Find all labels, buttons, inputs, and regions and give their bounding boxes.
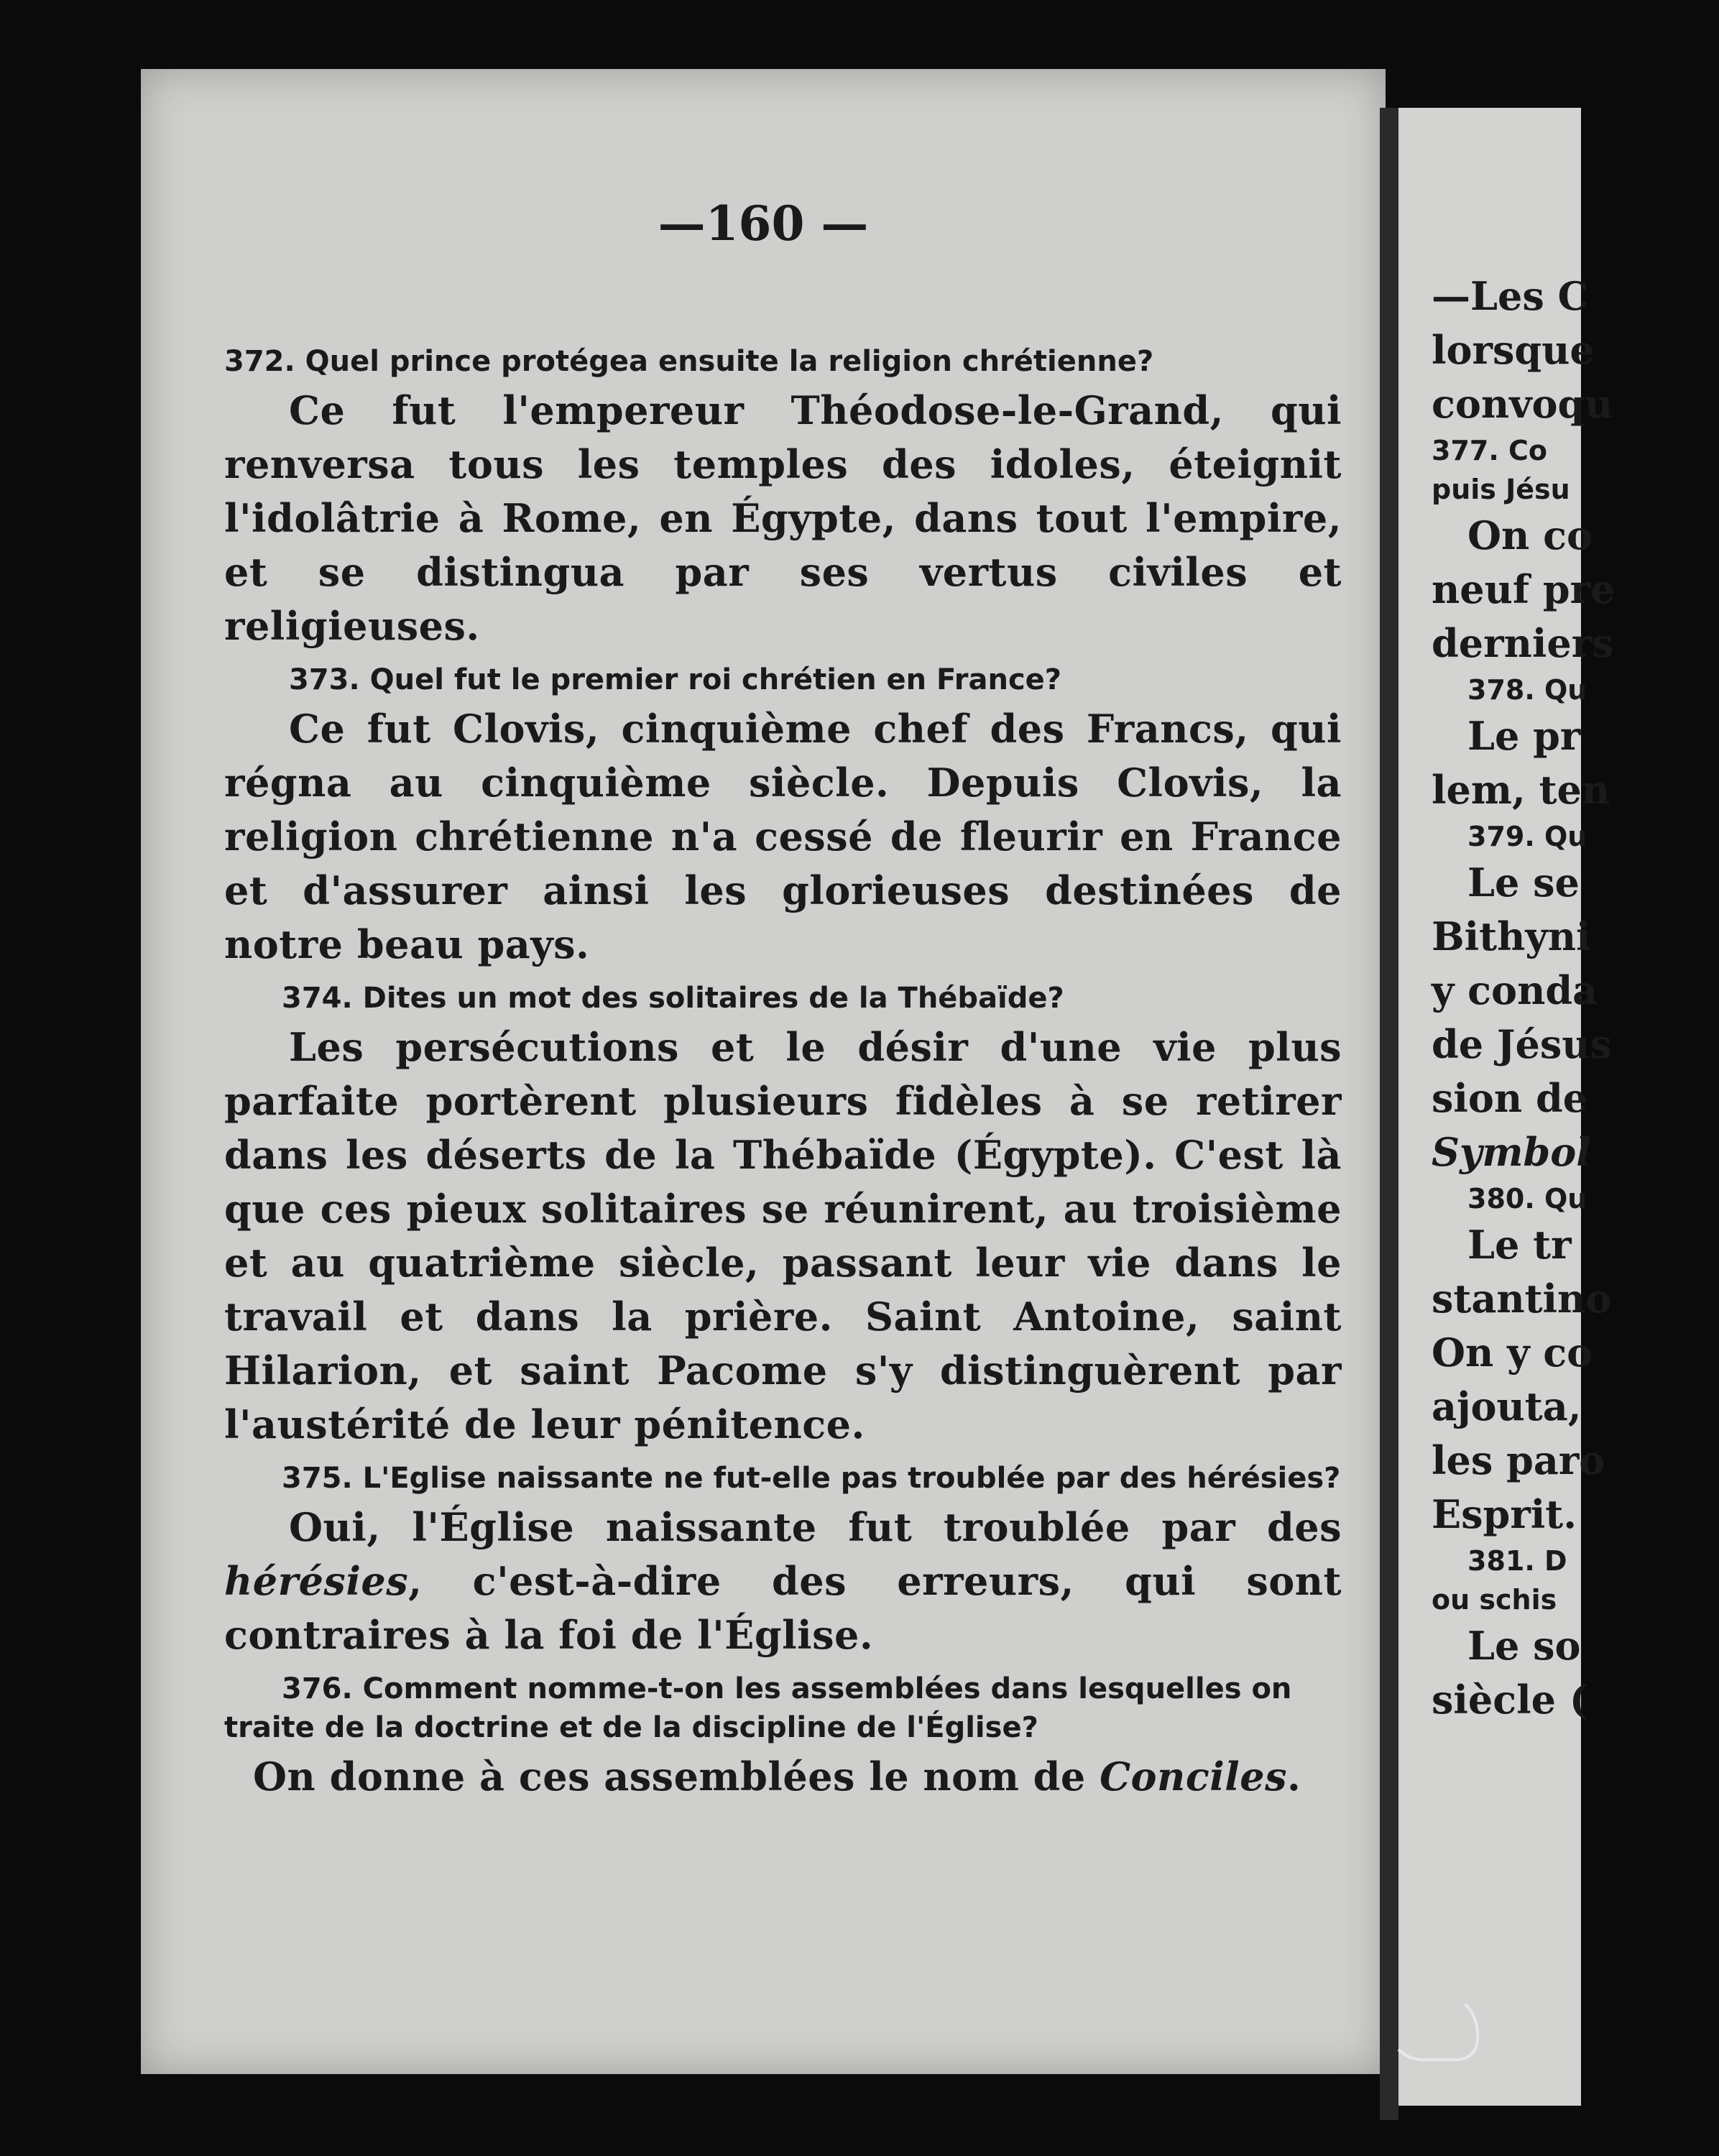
- facing-line: siècle (: [1432, 1677, 1588, 1723]
- entry-372: [224, 342, 1342, 653]
- facing-line: convoqu: [1432, 381, 1613, 427]
- facing-line: de Jésus: [1432, 1021, 1612, 1067]
- question-373: 373. Quel fut le premier roi chrétien en France?: [289, 663, 1061, 696]
- answer-372: Ce fut l'empereur Théodose-le-Grand, qui renversa tous les temples des idoles, éteignit l'idolâtrie à Rome, en Égypte, dans tout l'empire, et se distingua par ses vertus civiles et religieuses.: [224, 387, 1342, 649]
- answer-375: Oui, l'Église naissante fut troublée par des hérésies, c'est-à-dire des erreurs, qui sont contraires à la foi de l'Église.: [224, 1504, 1342, 1658]
- answer-373: Ce fut Clovis, cinquième chef des Francs, qui régna au cinquième siècle. Depuis Clovis, la religion chrétienne n'a cessé de fleurir en France et d'assurer ainsi les glorieuses destinées de notre beau pays.: [224, 706, 1342, 967]
- facing-line: 378. Qu: [1467, 674, 1587, 706]
- entry-373: [224, 660, 1342, 972]
- facing-line: ajouta,: [1432, 1383, 1582, 1429]
- facing-line: Le tr: [1467, 1222, 1572, 1268]
- heresies-term: hérésies: [224, 1558, 409, 1604]
- facing-line: 381. D: [1467, 1545, 1567, 1577]
- facing-line: 377. Co: [1432, 435, 1547, 466]
- answer-376: On donne à ces assemblées le nom de Conciles.: [253, 1754, 1301, 1800]
- facing-page-fragment: [1432, 270, 1719, 1727]
- facing-line: —Les C: [1432, 273, 1589, 319]
- question-372: 372. Quel prince protégea ensuite la religion chrétienne?: [224, 345, 1154, 378]
- facing-line: les paro: [1432, 1437, 1605, 1483]
- question-376: 376. Comment nomme-t-on les assemblées dans lesquelles on traite de la doctrine et de la discipline de l'Église?: [224, 1672, 1292, 1744]
- facing-line: neuf pre: [1432, 566, 1616, 612]
- facing-line: lorsque: [1432, 327, 1595, 373]
- facing-line: Le pr: [1467, 713, 1581, 759]
- conciles-term: Conciles: [1100, 1754, 1287, 1800]
- facing-line: 379. Qu: [1467, 821, 1587, 852]
- facing-line: sion de: [1432, 1075, 1588, 1121]
- entry-376: [224, 1669, 1342, 1804]
- facing-line: Bithyni: [1432, 913, 1591, 959]
- answer-374: Les persécutions et le désir d'une vie plus parfaite portèrent plusieurs fidèles à se retirer dans les déserts de la Thébaïde (Égypte). C'est là que ces pieux solitaires se réunirent, au troisième et au quatrième siècle, passant leur vie dans le travail et dans la prière. Saint Antoine, saint Hilarion, et saint Pacome s'y distinguèrent par l'austérité de leur pénitence.: [224, 1024, 1342, 1447]
- facing-line: Le se: [1467, 860, 1580, 906]
- facing-line: On co: [1467, 512, 1593, 558]
- facing-line: 380. Qu: [1467, 1183, 1587, 1215]
- book-spine: [1380, 108, 1398, 2120]
- facing-line: lem, ten: [1432, 767, 1610, 813]
- left-page-text: [224, 338, 1342, 1811]
- page-number: —160 —: [658, 195, 869, 252]
- facing-line: y conda: [1432, 967, 1598, 1013]
- question-375: 375. L'Eglise naissante ne fut-elle pas troublée par des hérésies?: [282, 1462, 1341, 1495]
- facing-line: On y co: [1432, 1330, 1593, 1376]
- facing-line: ou schis: [1432, 1584, 1557, 1616]
- facing-line: Le so: [1467, 1623, 1581, 1669]
- facing-line: Esprit.: [1432, 1491, 1577, 1537]
- entry-375: [224, 1459, 1342, 1662]
- question-374: 374. Dites un mot des solitaires de la Thébaïde?: [282, 982, 1064, 1015]
- facing-line: puis Jésu: [1432, 474, 1570, 505]
- facing-line: stantino: [1432, 1276, 1612, 1322]
- entry-374: [224, 979, 1342, 1452]
- facing-line: Symbol: [1432, 1129, 1591, 1175]
- facing-line: derniers: [1432, 620, 1614, 666]
